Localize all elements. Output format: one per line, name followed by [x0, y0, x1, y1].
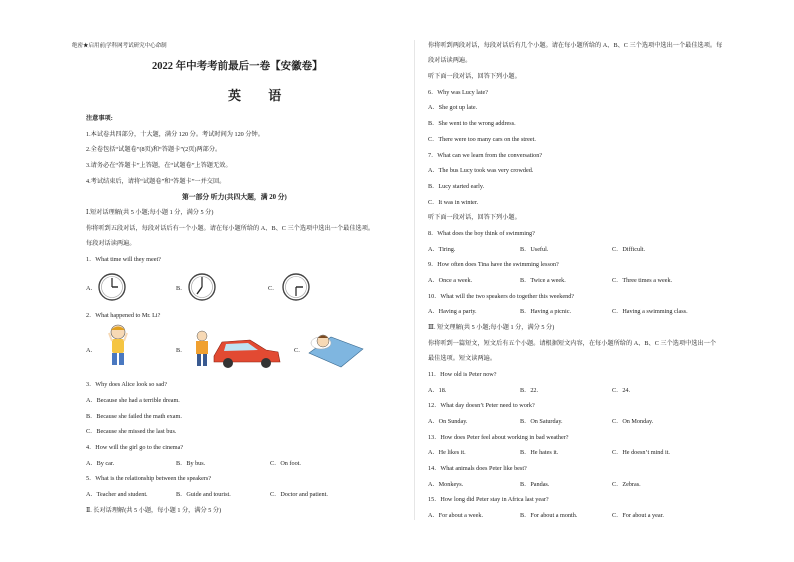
- section-1-instruction-2: 每段对话读两遍。: [86, 240, 136, 247]
- q1-option-b: B．: [176, 285, 187, 292]
- q7-option-c: C．It was in winter.: [428, 199, 479, 206]
- q12-option-c: C．On Monday.: [612, 418, 654, 425]
- q10-option-b: B．Having a picnic.: [520, 308, 572, 315]
- q15-option-c: C．For about a year.: [612, 512, 664, 519]
- section-2-instruction-2: 段对话读两遍。: [428, 57, 472, 64]
- q10-option-c: C．Having a swimming class.: [612, 308, 688, 315]
- q9-option-b: B．Twice a week.: [520, 277, 566, 284]
- q2-option-b: B．: [176, 347, 187, 354]
- q13-option-c: C．He doesn’t mind it.: [612, 449, 670, 456]
- q3-option-b: B．Because she failed the math exam.: [86, 413, 182, 420]
- section-3-instruction: 你将听到一篇短文，短文后有五个小题。请根据短文内容，在每小题所给的 A、B、C 三个选项中选出一个: [428, 340, 717, 347]
- q3-option-a: A．Because she had a terrible dream.: [86, 397, 180, 404]
- section-3-heading: Ⅲ. 短文理解(共 5 小题;每小题 1 分，满分 5 分): [428, 324, 555, 331]
- q11-option-c: C．24.: [612, 387, 631, 394]
- clock-icon: [186, 272, 218, 302]
- dialogue-2-lead: 听下面一段对话，回答下列小题。: [428, 214, 521, 221]
- q12-option-a: A．On Sunday.: [428, 418, 468, 425]
- q14-option-c: C．Zebras.: [612, 481, 641, 488]
- clock-icon: [280, 272, 312, 302]
- q11-option-a: A．18.: [428, 387, 447, 394]
- q13-option-b: B．He hates it.: [520, 449, 559, 456]
- q3-option-c: C．Because she missed the last bus.: [86, 428, 177, 435]
- question-15: 15．How long did Peter stay in Africa last year?: [428, 496, 549, 503]
- dialogue-1-lead: 听下面一段对话，回答下列小题。: [428, 73, 521, 80]
- notice-2: 2.全卷包括“试题卷”(8页)和“答题卡”(2页)两部分。: [86, 146, 222, 153]
- q8-option-a: A．Tiring.: [428, 246, 456, 253]
- question-8: 8．What does the boy think of swimming?: [428, 230, 535, 237]
- question-13: 13．How does Peter feel about working in bad weather?: [428, 434, 569, 441]
- question-2: 2．What happened to Mr. Li?: [86, 312, 161, 319]
- q10-option-a: A．Having a party.: [428, 308, 477, 315]
- notice-title: 注意事项:: [86, 115, 113, 122]
- q7-option-a: A．The bus Lucy took was very crowded.: [428, 167, 534, 174]
- column-divider: [414, 40, 415, 520]
- question-12: 12．What day doesn’t Peter need to work?: [428, 402, 535, 409]
- q14-option-b: B．Pandas.: [520, 481, 550, 488]
- q12-option-b: B．On Saturday.: [520, 418, 563, 425]
- q4-option-b: B．By bus.: [176, 460, 206, 467]
- notice-3: 3.请务必在“答题卡”上答题，在“试题卷”上答题无效。: [86, 162, 232, 169]
- question-9: 9．How often does Tina have the swimming lesson?: [428, 261, 559, 268]
- q15-option-a: A．For about a week.: [428, 512, 483, 519]
- q9-option-c: C．Three times a week.: [612, 277, 673, 284]
- section-1-heading: Ⅰ.短对话理解(共 5 小题;每小题 1 分，满分 5 分): [86, 209, 214, 216]
- section-1-instruction: 你将听到五段对话，每段对话后有一个小题。请在每小题所给的 A、B、C 三个选项中选出一个最佳选项。: [86, 225, 375, 232]
- q2-option-c: C．: [294, 347, 305, 354]
- question-1: 1．What time will they meet?: [86, 256, 161, 263]
- secret-label: 绝密★启用前|学科网考试研究中心命制: [72, 43, 167, 49]
- part-1-heading: 第一部分 听力(共四大题，满 20 分): [182, 194, 287, 201]
- q1-option-c: C．: [268, 285, 279, 292]
- q11-option-b: B．22.: [520, 387, 539, 394]
- section-2-instruction: 你将听到两段对话，每段对话后有几个小题。请在每小题所给的 A、B、C 三个选项中选出一个最佳选项。每: [428, 42, 723, 49]
- section-2-heading: Ⅱ. 长对话理解(共 5 小题，每小题 1 分，满分 5 分): [86, 507, 222, 514]
- question-14: 14．What animals does Peter like best?: [428, 465, 527, 472]
- q5-option-b: B．Guide and tourist.: [176, 491, 231, 498]
- q6-option-b: B．She went to the wrong address.: [428, 120, 516, 127]
- subject-title: 英 语: [228, 88, 294, 103]
- q6-option-c: C．There were too many cars on the street.: [428, 136, 536, 143]
- q14-option-a: A．Monkeys.: [428, 481, 464, 488]
- car-accident-picture: [186, 328, 286, 370]
- question-5: 5．What is the relationship between the speakers?: [86, 475, 212, 482]
- clock-icon: [96, 272, 128, 302]
- q5-option-a: A．Teacher and student.: [86, 491, 148, 498]
- q13-option-a: A．He likes it.: [428, 449, 466, 456]
- q9-option-a: A．Once a week.: [428, 277, 473, 284]
- question-10: 10．What will the two speakers do together this weekend?: [428, 293, 575, 300]
- sick-in-bed-picture: [305, 327, 365, 369]
- q15-option-b: B．For about a month.: [520, 512, 578, 519]
- question-3: 3．Why does Alice look so sad?: [86, 381, 167, 388]
- q7-option-b: B．Lucy started early.: [428, 183, 485, 190]
- q5-option-c: C．Doctor and patient.: [270, 491, 328, 498]
- q2-option-a: A．: [86, 347, 97, 354]
- q8-option-c: C．Difficult.: [612, 246, 646, 253]
- section-3-instruction-2: 最佳选项。短文读两遍。: [428, 355, 497, 362]
- q8-option-b: B．Useful.: [520, 246, 549, 253]
- boy-headache-picture: [104, 323, 132, 369]
- q4-option-c: C．On foot.: [270, 460, 301, 467]
- exam-title: 2022 年中考考前最后一卷【安徽卷】: [152, 61, 323, 72]
- question-7: 7．What can we learn from the conversation?: [428, 152, 543, 159]
- q6-option-a: A．She got up late.: [428, 104, 478, 111]
- q4-option-a: A．By car.: [86, 460, 115, 467]
- question-4: 4．How will the girl go to the cinema?: [86, 444, 184, 451]
- notice-1: 1.本试卷共四部分，十大题，满分 120 分。考试时间为 120 分钟。: [86, 131, 264, 138]
- question-11: 11．How old is Peter now?: [428, 371, 497, 378]
- q1-option-a: A．: [86, 285, 97, 292]
- question-6: 6．Why was Lucy late?: [428, 89, 488, 96]
- notice-4: 4.考试结束后，请将“试题卷”和“答题卡”一并交回。: [86, 178, 226, 185]
